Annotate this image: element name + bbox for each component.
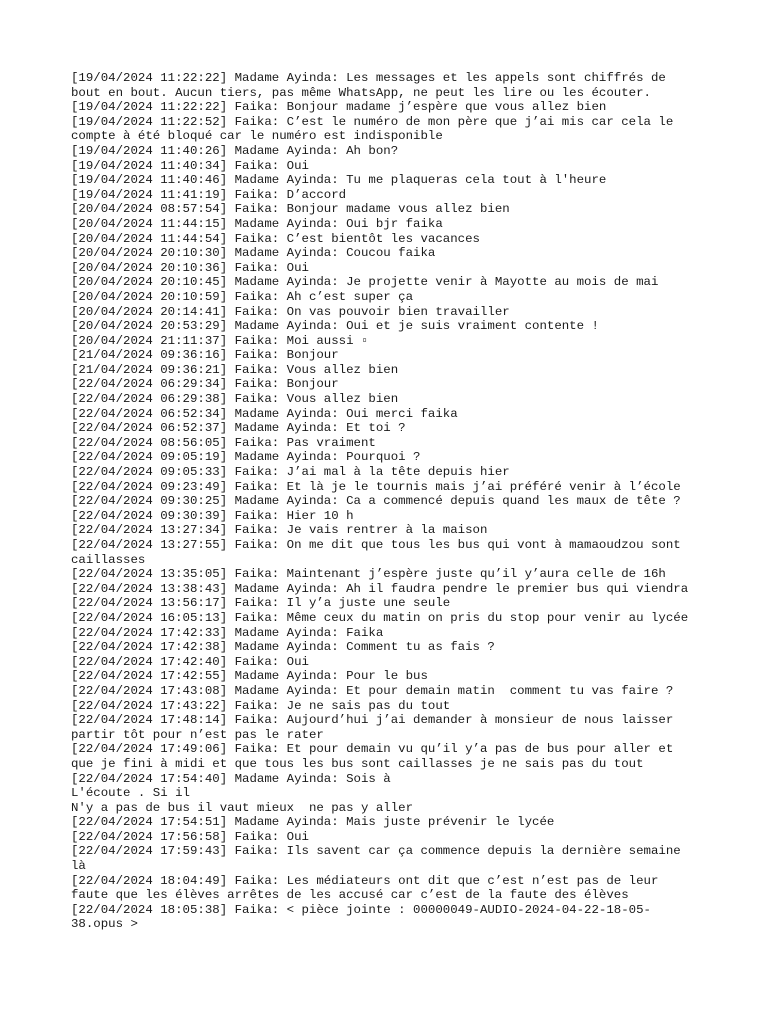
message-line: [22/04/2024 17:49:06] Faika: Et pour demain vu qu’il y’a pas de bus pour aller et que je fini à midi et que tous les bus sont caillasses je ne sais pas du tout <box>71 742 681 771</box>
message-line: [19/04/2024 11:22:22] Madame Ayinda: Les messages et les appels sont chiffrés de bout en bout. Aucun tiers, pas même WhatsApp, ne peut les lire ou les écouter. <box>71 71 674 100</box>
message-line: [19/04/2024 11:22:52] Faika: C’est le numéro de mon père que j’ai mis car cela le compte à été bloqué car le numéro est indisponible <box>71 114 681 144</box>
message-line: [20/04/2024 20:10:59] Faika: Ah c’est super ça <box>71 289 414 304</box>
message-line: [22/04/2024 17:42:40] Faika: Oui <box>71 654 309 669</box>
message-line: [22/04/2024 08:56:05] Faika: Pas vraiment <box>71 435 376 450</box>
message-line: [22/04/2024 17:56:58] Faika: Oui <box>71 829 309 844</box>
message-line: [22/04/2024 06:29:34] Faika: Bonjour <box>71 377 339 392</box>
message-line: [22/04/2024 06:29:38] Faika: Vous allez bien <box>71 392 399 407</box>
message-line: [22/04/2024 13:27:34] Faika: Je vais rentrer à la maison <box>71 523 488 538</box>
message-line: [22/04/2024 17:43:22] Faika: Je ne sais pas du tout <box>71 698 451 713</box>
message-line: [20/04/2024 20:10:45] Madame Ayinda: Je projette venir à Mayotte au mois de mai <box>71 275 659 290</box>
message-line: [22/04/2024 17:42:55] Madame Ayinda: Pour le bus <box>71 669 428 684</box>
message-line: [22/04/2024 17:59:43] Faika: Ils savent car ça commence depuis la dernière semaine là <box>71 844 689 874</box>
message-line: [20/04/2024 11:44:15] Madame Ayinda: Oui bjr faika <box>71 216 443 231</box>
message-line: [22/04/2024 17:54:51] Madame Ayinda: Mais juste prévenir le lycée <box>71 815 555 830</box>
message-line: [22/04/2024 09:05:19] Madame Ayinda: Pourquoi ? <box>71 450 421 465</box>
message-line: [22/04/2024 13:56:17] Faika: Il y’a juste une seule <box>71 596 451 611</box>
message-line: [19/04/2024 11:40:46] Madame Ayinda: Tu me plaqueras cela tout à l'heure <box>71 173 607 188</box>
message-line: [22/04/2024 09:23:49] Faika: Et là je le tournis mais j’ai préféré venir à l’école <box>71 479 681 494</box>
message-line: [20/04/2024 11:44:54] Faika: C’est bientôt les vacances <box>71 231 480 246</box>
message-line: [22/04/2024 17:43:08] Madame Ayinda: Et pour demain matin comment tu vas faire ? <box>71 683 674 698</box>
message-line: [22/04/2024 13:38:43] Madame Ayinda: Ah il faudra pendre le premier bus qui viendra <box>71 581 689 596</box>
message-line: [20/04/2024 21:11:37] Faika: Moi aussi ▫ <box>71 333 369 348</box>
message-line: [19/04/2024 11:40:26] Madame Ayinda: Ah bon? <box>71 143 399 158</box>
message-line: [22/04/2024 17:48:14] Faika: Aujourd’hui j’ai demander à monsieur de nous laisser partir tôt pour n’est pas le rater <box>71 713 681 742</box>
message-line: [22/04/2024 13:35:05] Faika: Maintenant j’espère juste qu’il y’aura celle de 16h <box>71 567 666 582</box>
message-line: [20/04/2024 20:53:29] Madame Ayinda: Oui et je suis vraiment contente ! <box>71 319 599 334</box>
message-line: [21/04/2024 09:36:16] Faika: Bonjour <box>71 348 339 363</box>
message-line: [20/04/2024 20:10:36] Faika: Oui <box>71 260 309 275</box>
message-line: [20/04/2024 20:14:41] Faika: On vas pouvoir bien travailler <box>71 304 510 319</box>
message-line: [22/04/2024 09:05:33] Faika: J’ai mal à la tête depuis hier <box>71 465 510 480</box>
chat-transcript <box>71 71 701 932</box>
message-line: [22/04/2024 09:30:25] Madame Ayinda: Ca a commencé depuis quand les maux de tête ? <box>71 494 681 509</box>
message-line: [22/04/2024 17:54:40] Madame Ayinda: Sois à L'écoute . Si il N'y a pas de bus il vaut mieux ne pas y aller <box>71 771 414 815</box>
message-line: [22/04/2024 18:05:38] Faika: < pièce jointe : 00000049-AUDIO-2024-04-22-18-05-38.opus > <box>71 902 651 932</box>
message-line: [22/04/2024 16:05:13] Faika: Même ceux du matin on pris du stop pour venir au lycée <box>71 610 689 625</box>
message-line: [22/04/2024 09:30:39] Faika: Hier 10 h <box>71 508 354 523</box>
message-line: [19/04/2024 11:40:34] Faika: Oui <box>71 158 309 173</box>
message-line: [20/04/2024 08:57:54] Faika: Bonjour madame vous allez bien <box>71 202 510 217</box>
message-line: [22/04/2024 17:42:38] Madame Ayinda: Comment tu as fais ? <box>71 640 495 655</box>
message-line: [22/04/2024 13:27:55] Faika: On me dit que tous les bus qui vont à mamaoudzou sont caillasses <box>71 538 689 567</box>
message-line: [20/04/2024 20:10:30] Madame Ayinda: Coucou faika <box>71 246 436 261</box>
message-line: [22/04/2024 06:52:37] Madame Ayinda: Et toi ? <box>71 421 406 436</box>
message-line: [22/04/2024 17:42:33] Madame Ayinda: Faika <box>71 625 384 640</box>
message-line: [19/04/2024 11:22:22] Faika: Bonjour madame j’espère que vous allez bien <box>71 100 607 115</box>
message-line: [21/04/2024 09:36:21] Faika: Vous allez bien <box>71 362 399 377</box>
message-line: [22/04/2024 18:04:49] Faika: Les médiateurs ont dit que c’est n’est pas de leur faute que les élèves arrêtes de les accusé car c’est de la faute des élèves <box>71 873 666 903</box>
message-line: [19/04/2024 11:41:19] Faika: D’accord <box>71 187 347 202</box>
message-line: [22/04/2024 06:52:34] Madame Ayinda: Oui merci faika <box>71 406 458 421</box>
